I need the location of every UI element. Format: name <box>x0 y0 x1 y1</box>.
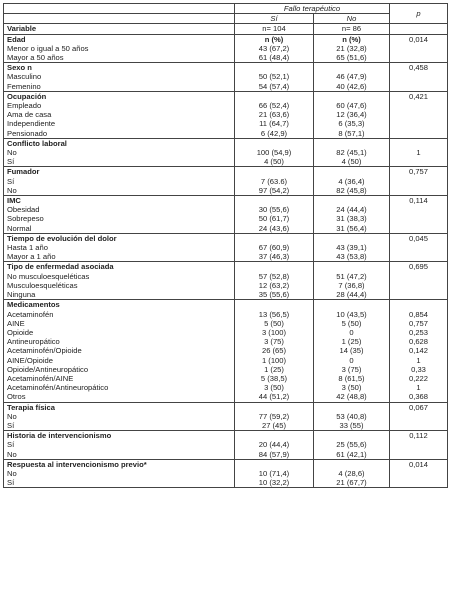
row-si-value: 100 (54,9) <box>235 148 314 157</box>
row-si-value: 10 (32,2) <box>235 478 314 488</box>
row-label: Menor o igual a 50 años <box>4 44 235 53</box>
row-si-value: 26 (65) <box>235 346 314 355</box>
row-si-value: 35 (55,6) <box>235 290 314 300</box>
header-row-subgroups <box>4 14 448 24</box>
section-p-value: 0,421 <box>390 91 448 101</box>
section-name: IMC <box>4 196 235 206</box>
row-label: No musculoesqueléticas <box>4 272 235 281</box>
row-si-value: 10 (71,4) <box>235 469 314 478</box>
row-label: Pensionado <box>4 129 235 139</box>
row-label: No <box>4 148 235 157</box>
row-label: Acetaminofén/Opioide <box>4 346 235 355</box>
row-si-value: 67 (60,9) <box>235 243 314 252</box>
row-label: Mayor a 1 año <box>4 252 235 262</box>
row-p-value <box>390 450 448 460</box>
table-row <box>4 119 448 128</box>
section-row <box>4 431 448 441</box>
section-p-value: 0,757 <box>390 167 448 177</box>
section-p-value: 0,114 <box>390 196 448 206</box>
row-si-value: 61 (48,4) <box>235 53 314 63</box>
header-n-si: n= 104 <box>235 24 314 34</box>
row-no-value: 82 (45,1) <box>314 148 390 157</box>
section-name: Sexo n <box>4 63 235 73</box>
section-no-value <box>314 459 390 469</box>
row-si-value: 12 (63,2) <box>235 281 314 290</box>
header-p-label: p <box>390 4 448 24</box>
row-si-value: 24 (43,6) <box>235 224 314 234</box>
row-label: Acetaminofén <box>4 310 235 319</box>
row-label: No <box>4 186 235 196</box>
row-p-value: 0,628 <box>390 337 448 346</box>
section-si-value <box>235 262 314 272</box>
section-name: Respuesta al intervencionismo previo* <box>4 459 235 469</box>
section-name: Edad <box>4 34 235 44</box>
section-name: Medicamentos <box>4 300 235 310</box>
row-p-value <box>390 72 448 81</box>
section-name: Fumador <box>4 167 235 177</box>
section-si-value <box>235 402 314 412</box>
section-row <box>4 459 448 469</box>
row-no-value: 6 (35,3) <box>314 119 390 128</box>
row-si-value: 11 (64,7) <box>235 119 314 128</box>
row-p-value: 1 <box>390 383 448 392</box>
header-n-no: n= 86 <box>314 24 390 34</box>
row-no-value: 14 (35) <box>314 346 390 355</box>
table-row <box>4 365 448 374</box>
row-label: Ninguna <box>4 290 235 300</box>
row-label: Acetaminofén/AINE <box>4 374 235 383</box>
section-p-value: 0,458 <box>390 63 448 73</box>
row-label: Mayor a 50 años <box>4 53 235 63</box>
row-p-value <box>390 421 448 431</box>
row-si-value: 4 (50) <box>235 157 314 167</box>
header-variable-label: Variable <box>4 24 235 34</box>
table-row <box>4 82 448 92</box>
section-name: Tiempo de evolución del dolor <box>4 233 235 243</box>
row-no-value: 43 (39,1) <box>314 243 390 252</box>
row-no-value: 0 <box>314 356 390 365</box>
row-label: Sí <box>4 421 235 431</box>
header-no-label: No <box>314 14 390 24</box>
row-no-value: 7 (36,8) <box>314 281 390 290</box>
row-label: No <box>4 469 235 478</box>
table-row <box>4 224 448 234</box>
section-si-value <box>235 300 314 310</box>
row-label: Masculino <box>4 72 235 81</box>
section-row <box>4 34 448 44</box>
row-p-value: 0,757 <box>390 319 448 328</box>
section-si-value <box>235 167 314 177</box>
row-si-value: 30 (55,6) <box>235 205 314 214</box>
header-row-group <box>4 4 448 14</box>
row-label: AINE <box>4 319 235 328</box>
section-row <box>4 233 448 243</box>
section-no-value <box>314 196 390 206</box>
row-p-value <box>390 469 448 478</box>
row-si-value: 43 (67,2) <box>235 44 314 53</box>
section-row <box>4 196 448 206</box>
section-no-value <box>314 402 390 412</box>
table-row <box>4 356 448 365</box>
row-si-value: 44 (51,2) <box>235 392 314 402</box>
row-no-value: 31 (56,4) <box>314 224 390 234</box>
section-si-value <box>235 431 314 441</box>
section-si-value <box>235 196 314 206</box>
row-label: Sí <box>4 440 235 449</box>
row-si-value: 37 (46,3) <box>235 252 314 262</box>
table-row <box>4 272 448 281</box>
section-p-value: 0,014 <box>390 34 448 44</box>
table-row <box>4 440 448 449</box>
section-row <box>4 167 448 177</box>
section-p-value <box>390 300 448 310</box>
table-row <box>4 346 448 355</box>
row-p-value <box>390 290 448 300</box>
row-p-value <box>390 478 448 488</box>
row-p-value: 0,854 <box>390 310 448 319</box>
table-row <box>4 412 448 421</box>
section-name: Tipo de enfermedad asociada <box>4 262 235 272</box>
section-p-value: 0,014 <box>390 459 448 469</box>
row-label: Sí <box>4 478 235 488</box>
section-row <box>4 262 448 272</box>
row-label: No <box>4 412 235 421</box>
row-no-value: 25 (55,6) <box>314 440 390 449</box>
table-row <box>4 72 448 81</box>
section-row <box>4 91 448 101</box>
section-si-value <box>235 63 314 73</box>
row-p-value <box>390 252 448 262</box>
row-si-value: 1 (25) <box>235 365 314 374</box>
section-no-value <box>314 138 390 148</box>
row-label: Sí <box>4 177 235 186</box>
row-si-value: 66 (52,4) <box>235 101 314 110</box>
row-label: Musculoesqueléticas <box>4 281 235 290</box>
results-table-body <box>4 4 448 488</box>
row-si-value: 5 (50) <box>235 319 314 328</box>
section-no-value: n (%) <box>314 34 390 44</box>
table-row <box>4 243 448 252</box>
row-no-value: 21 (32,8) <box>314 44 390 53</box>
row-p-value <box>390 101 448 110</box>
row-no-value: 3 (75) <box>314 365 390 374</box>
row-no-value: 40 (42,6) <box>314 82 390 92</box>
row-p-value <box>390 205 448 214</box>
row-no-value: 43 (53,8) <box>314 252 390 262</box>
row-label: Hasta 1 año <box>4 243 235 252</box>
table-row <box>4 186 448 196</box>
section-name: Historia de intervencionismo <box>4 431 235 441</box>
row-si-value: 3 (100) <box>235 328 314 337</box>
table-row <box>4 53 448 63</box>
row-no-value: 24 (44,4) <box>314 205 390 214</box>
row-p-value <box>390 243 448 252</box>
row-label: Independiente <box>4 119 235 128</box>
row-si-value: 6 (42,9) <box>235 129 314 139</box>
row-p-value <box>390 214 448 223</box>
table-row <box>4 214 448 223</box>
row-no-value: 4 (28,6) <box>314 469 390 478</box>
table-row <box>4 205 448 214</box>
table-row <box>4 469 448 478</box>
row-p-value <box>390 44 448 53</box>
section-name: Ocupación <box>4 91 235 101</box>
row-si-value: 54 (57,4) <box>235 82 314 92</box>
section-name: Terapia física <box>4 402 235 412</box>
row-p-value <box>390 281 448 290</box>
section-no-value <box>314 262 390 272</box>
row-si-value: 7 (63.6) <box>235 177 314 186</box>
section-name: Conflicto laboral <box>4 138 235 148</box>
row-label: Antineuropático <box>4 337 235 346</box>
row-p-value: 0,222 <box>390 374 448 383</box>
row-label: Opioide/Antineuropático <box>4 365 235 374</box>
table-row <box>4 310 448 319</box>
table-row <box>4 290 448 300</box>
table-row <box>4 374 448 383</box>
section-si-value <box>235 459 314 469</box>
row-p-value <box>390 53 448 63</box>
row-p-value: 0,33 <box>390 365 448 374</box>
section-si-value <box>235 233 314 243</box>
row-label: Sobrepeso <box>4 214 235 223</box>
row-p-value <box>390 119 448 128</box>
header-empty-cell <box>4 4 235 14</box>
row-no-value: 4 (36,4) <box>314 177 390 186</box>
row-no-value: 53 (40,8) <box>314 412 390 421</box>
row-no-value: 65 (51,6) <box>314 53 390 63</box>
row-si-value: 5 (38,5) <box>235 374 314 383</box>
row-no-value: 1 (25) <box>314 337 390 346</box>
table-row <box>4 177 448 186</box>
section-no-value <box>314 167 390 177</box>
row-p-value <box>390 186 448 196</box>
row-no-value: 8 (57,1) <box>314 129 390 139</box>
row-p-value: 0,368 <box>390 392 448 402</box>
row-no-value: 3 (50) <box>314 383 390 392</box>
section-p-value <box>390 138 448 148</box>
section-p-value: 0,045 <box>390 233 448 243</box>
row-p-value <box>390 224 448 234</box>
table-row <box>4 101 448 110</box>
row-label: AINE/Opioide <box>4 356 235 365</box>
row-si-value: 97 (54,2) <box>235 186 314 196</box>
row-si-value: 3 (50) <box>235 383 314 392</box>
row-no-value: 46 (47,9) <box>314 72 390 81</box>
header-row-counts <box>4 24 448 34</box>
row-no-value: 4 (50) <box>314 157 390 167</box>
row-no-value: 31 (38,3) <box>314 214 390 223</box>
row-p-value <box>390 272 448 281</box>
header-si-label: Sí <box>235 14 314 24</box>
header-group-label: Fallo terapéutico <box>235 4 390 14</box>
table-row <box>4 281 448 290</box>
row-label: Sí <box>4 157 235 167</box>
row-label: Acetaminofén/Antineuropático <box>4 383 235 392</box>
row-si-value: 57 (52,8) <box>235 272 314 281</box>
section-row <box>4 63 448 73</box>
section-row <box>4 138 448 148</box>
header-empty-cell <box>390 24 448 34</box>
row-no-value: 10 (43,5) <box>314 310 390 319</box>
row-p-value <box>390 110 448 119</box>
section-p-value: 0,067 <box>390 402 448 412</box>
row-label: Obesidad <box>4 205 235 214</box>
section-no-value <box>314 431 390 441</box>
section-no-value <box>314 233 390 243</box>
row-no-value: 28 (44,4) <box>314 290 390 300</box>
row-no-value: 33 (55) <box>314 421 390 431</box>
row-no-value: 8 (61,5) <box>314 374 390 383</box>
row-si-value: 3 (75) <box>235 337 314 346</box>
row-p-value: 1 <box>390 148 448 157</box>
section-row <box>4 300 448 310</box>
section-row <box>4 402 448 412</box>
row-no-value: 42 (48,8) <box>314 392 390 402</box>
row-si-value: 50 (61,7) <box>235 214 314 223</box>
section-no-value <box>314 300 390 310</box>
row-p-value: 0,253 <box>390 328 448 337</box>
table-row <box>4 252 448 262</box>
row-no-value: 60 (47,6) <box>314 101 390 110</box>
row-si-value: 20 (44,4) <box>235 440 314 449</box>
row-p-value <box>390 157 448 167</box>
row-label: Normal <box>4 224 235 234</box>
row-no-value: 12 (36,4) <box>314 110 390 119</box>
table-row <box>4 392 448 402</box>
row-no-value: 82 (45,8) <box>314 186 390 196</box>
row-label: Ama de casa <box>4 110 235 119</box>
row-no-value: 0 <box>314 328 390 337</box>
results-table <box>3 3 448 488</box>
section-si-value <box>235 91 314 101</box>
table-row <box>4 421 448 431</box>
section-p-value: 0,695 <box>390 262 448 272</box>
row-no-value: 51 (47,2) <box>314 272 390 281</box>
table-row <box>4 148 448 157</box>
row-p-value <box>390 412 448 421</box>
table-row <box>4 337 448 346</box>
row-label: Otros <box>4 392 235 402</box>
section-no-value <box>314 63 390 73</box>
row-label: Empleado <box>4 101 235 110</box>
row-si-value: 50 (52,1) <box>235 72 314 81</box>
row-p-value <box>390 129 448 139</box>
table-row <box>4 110 448 119</box>
table-row <box>4 383 448 392</box>
row-si-value: 77 (59,2) <box>235 412 314 421</box>
row-p-value: 0,142 <box>390 346 448 355</box>
table-row <box>4 328 448 337</box>
row-si-value: 1 (100) <box>235 356 314 365</box>
header-empty-cell <box>4 14 235 24</box>
section-p-value: 0,112 <box>390 431 448 441</box>
row-si-value: 13 (56,5) <box>235 310 314 319</box>
row-no-value: 5 (50) <box>314 319 390 328</box>
table-row <box>4 157 448 167</box>
row-p-value <box>390 440 448 449</box>
row-p-value <box>390 82 448 92</box>
row-si-value: 27 (45) <box>235 421 314 431</box>
section-si-value: n (%) <box>235 34 314 44</box>
table-row <box>4 44 448 53</box>
row-label: No <box>4 450 235 460</box>
row-label: Femenino <box>4 82 235 92</box>
row-label: Opioide <box>4 328 235 337</box>
table-row <box>4 319 448 328</box>
row-si-value: 84 (57,9) <box>235 450 314 460</box>
row-si-value: 21 (63,6) <box>235 110 314 119</box>
table-row <box>4 450 448 460</box>
section-si-value <box>235 138 314 148</box>
table-row <box>4 129 448 139</box>
row-p-value <box>390 177 448 186</box>
row-no-value: 61 (42,1) <box>314 450 390 460</box>
section-no-value <box>314 91 390 101</box>
row-p-value: 1 <box>390 356 448 365</box>
table-row <box>4 478 448 488</box>
row-no-value: 21 (67,7) <box>314 478 390 488</box>
